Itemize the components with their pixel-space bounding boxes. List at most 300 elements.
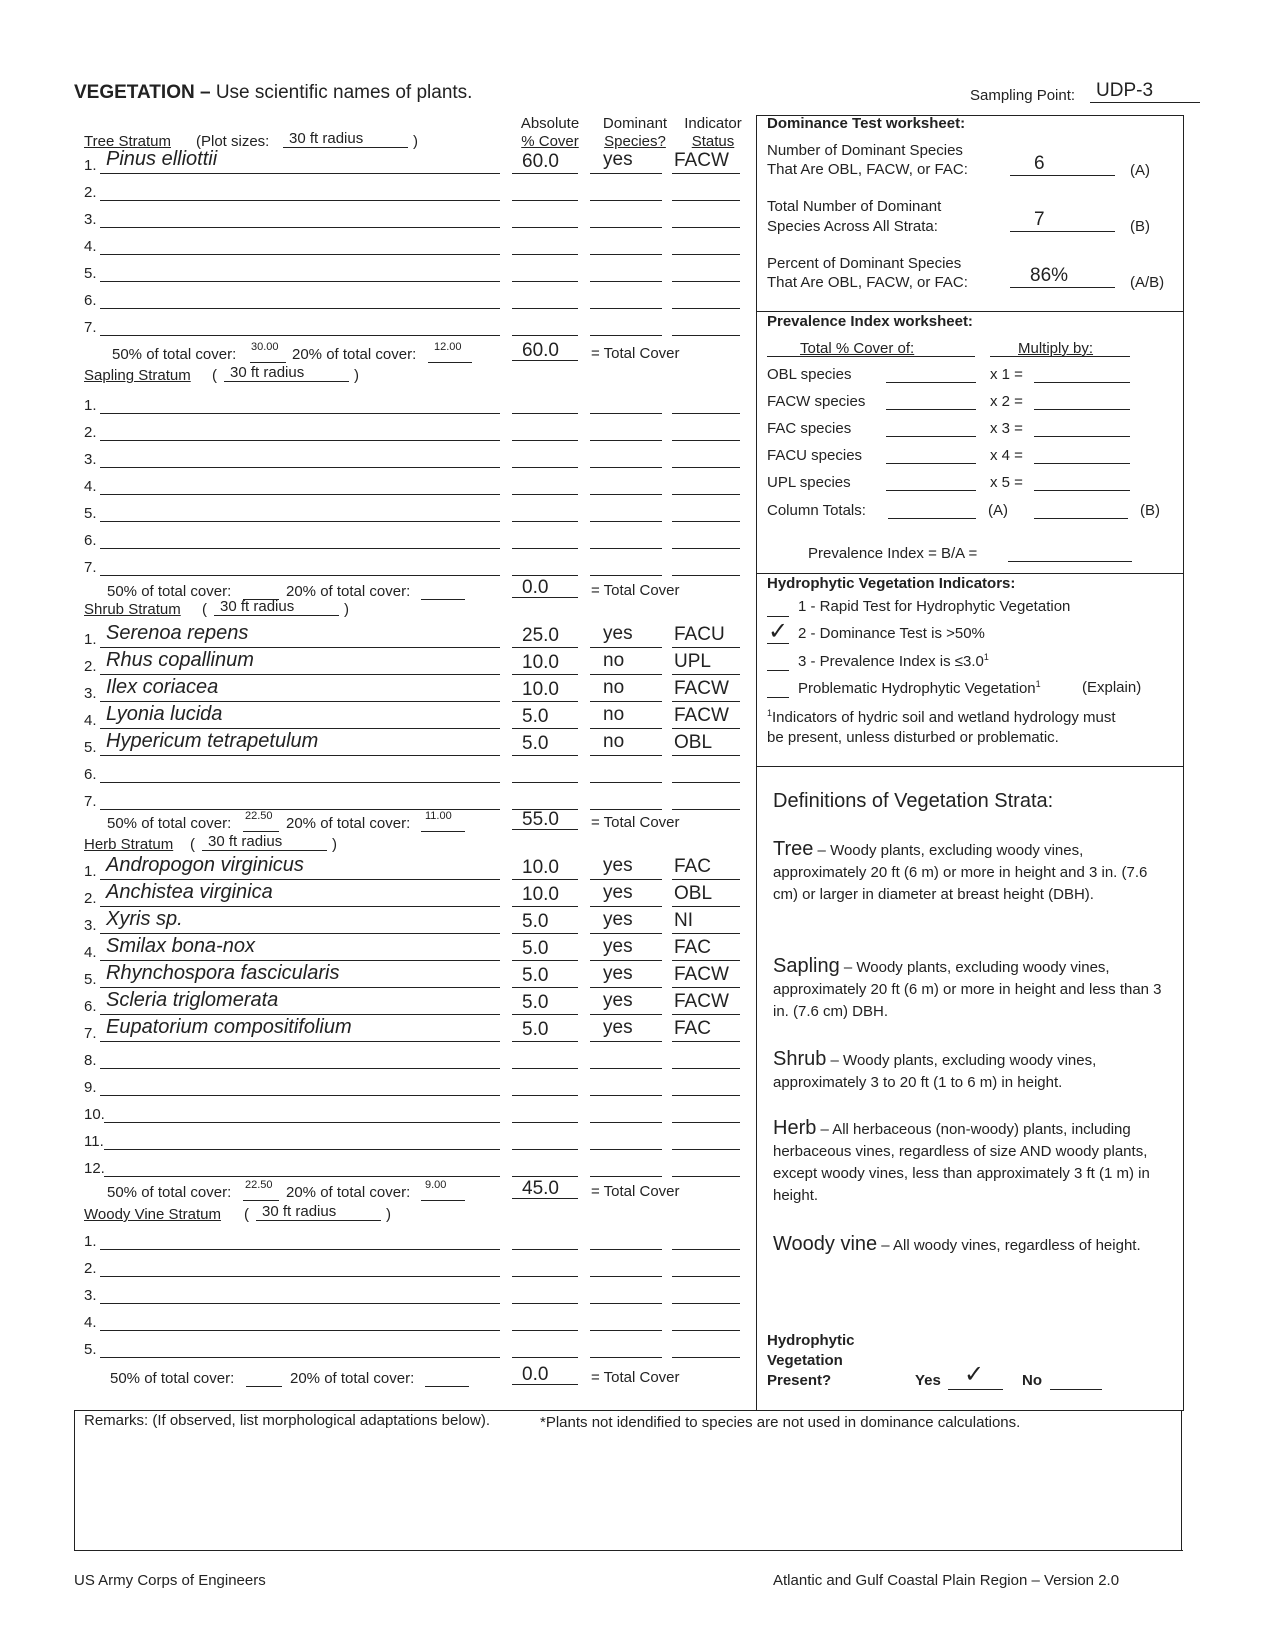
herb-row-5-dominant-field[interactable] xyxy=(590,987,662,988)
shrub-row-1-cover: 25.0 xyxy=(522,625,559,646)
sapling-row-7-number: 7. xyxy=(84,559,97,576)
herb-row-6-species-field[interactable] xyxy=(100,1014,500,1015)
shrub-row-2-indicator: UPL xyxy=(674,651,711,672)
herb-row-1-cover-field[interactable] xyxy=(512,879,578,880)
herb-row-1-dominant: yes xyxy=(603,855,633,876)
dominance-a-label-2: That Are OBL, FACW, or FAC: xyxy=(767,161,968,178)
prevalence-row-2-product-field[interactable] xyxy=(1034,409,1130,410)
herb-row-2-number: 2. xyxy=(84,890,97,907)
indicators-note-line2: be present, unless disturbed or problematic. xyxy=(767,729,1059,746)
shrub-row-4-dominant-field[interactable] xyxy=(590,728,662,729)
vine-p20-field[interactable] xyxy=(425,1386,469,1387)
dominance-b-value[interactable]: 7 xyxy=(1010,209,1115,232)
shrub-row-3-species-field[interactable] xyxy=(100,701,500,702)
dominance-b-label-1: Total Number of Dominant xyxy=(767,198,942,215)
tree-row-6-species-field[interactable] xyxy=(100,308,500,309)
shrub-row-4-cover: 5.0 xyxy=(522,706,549,727)
tree-row-4-indicator-field[interactable] xyxy=(672,254,740,255)
prevalence-row-1-cover-field[interactable] xyxy=(886,382,976,383)
sapling-row-7-indicator-field[interactable] xyxy=(672,575,740,576)
herb-row-5-species-field[interactable] xyxy=(100,987,500,988)
sapling-row-3-cover-field[interactable] xyxy=(512,467,578,468)
vine-row-2-indicator-field[interactable] xyxy=(672,1276,740,1277)
tree-row-1-indicator-field[interactable] xyxy=(672,173,740,174)
herb-p20-field[interactable] xyxy=(421,1200,465,1201)
herb-row-4-indicator: FAC xyxy=(674,937,711,958)
prevalence-row-4-multiplier: x 4 = xyxy=(990,447,1023,464)
shrub-plot-close: ) xyxy=(344,601,349,618)
shrub-row-2-species-field[interactable] xyxy=(100,674,500,675)
herb-stratum-label: Herb Stratum xyxy=(84,836,174,853)
present-label-1: Hydrophytic xyxy=(767,1332,855,1349)
shrub-row-2-number: 2. xyxy=(84,658,97,675)
shrub-row-3-cover: 10.0 xyxy=(522,679,559,700)
remarks-note: *Plants not idendified to species are not used in dominance calculations. xyxy=(540,1414,1021,1431)
remarks-label: Remarks: (If observed, list morphological adaptations below). xyxy=(84,1412,491,1429)
sapling-row-2-indicator-field[interactable] xyxy=(672,440,740,441)
shrub-row-6-indicator-field[interactable] xyxy=(672,782,740,783)
tree-row-2-indicator-field[interactable] xyxy=(672,200,740,201)
tree-row-3-cover-field[interactable] xyxy=(512,227,578,228)
tree-row-4-cover-field[interactable] xyxy=(512,254,578,255)
tree-row-1-species-field[interactable] xyxy=(100,173,500,174)
herb-row-7-dominant: yes xyxy=(603,1017,633,1038)
indicator-4-checkbox[interactable] xyxy=(767,697,789,698)
shrub-row-1-cover-field[interactable] xyxy=(512,647,578,648)
shrub-row-3-indicator-field[interactable] xyxy=(672,701,740,702)
shrub-row-2-dominant: no xyxy=(603,650,625,671)
herb-row-2-dominant: yes xyxy=(603,882,633,903)
sapling-p20-field[interactable] xyxy=(421,599,465,600)
vine-row-2-cover-field[interactable] xyxy=(512,1276,578,1277)
sapling-row-6-number: 6. xyxy=(84,532,97,549)
herb-row-9-indicator-field[interactable] xyxy=(672,1095,740,1096)
prevalence-row-3-multiplier: x 3 = xyxy=(990,420,1023,437)
herb-plot-size[interactable]: 30 ft radius xyxy=(202,833,327,851)
sapling-row-5-dominant-field[interactable] xyxy=(590,521,662,522)
herb-row-11-dominant-field[interactable] xyxy=(590,1149,662,1150)
tree-row-1-indicator: FACW xyxy=(674,150,729,171)
sapling-row-1-indicator-field[interactable] xyxy=(672,413,740,414)
prevalence-row-5-product-field[interactable] xyxy=(1034,490,1130,491)
prevalence-row-2-multiplier: x 2 = xyxy=(990,393,1023,410)
herb-row-5-cover-field[interactable] xyxy=(512,987,578,988)
vine-row-5-number: 5. xyxy=(84,1341,97,1358)
tree-row-6-indicator-field[interactable] xyxy=(672,308,740,309)
sapling-row-7-dominant-field[interactable] xyxy=(590,575,662,576)
sapling-plot-size[interactable]: 30 ft radius xyxy=(224,364,349,382)
present-no-label: No xyxy=(1022,1372,1042,1389)
sapling-row-4-species-field[interactable] xyxy=(100,494,500,495)
sapling-row-4-indicator-field[interactable] xyxy=(672,494,740,495)
shrub-row-2-indicator-field[interactable] xyxy=(672,674,740,675)
herb-row-1-indicator-field[interactable] xyxy=(672,879,740,880)
tree-row-3-indicator-field[interactable] xyxy=(672,227,740,228)
sapling-row-4-dominant-field[interactable] xyxy=(590,494,662,495)
prevalence-index-field[interactable] xyxy=(1008,561,1132,562)
herb-row-9-species-field[interactable] xyxy=(100,1095,500,1096)
sapling-row-5-species-field[interactable] xyxy=(100,521,500,522)
shrub-row-2-dominant-field[interactable] xyxy=(590,674,662,675)
tree-row-1-dominant-field[interactable] xyxy=(590,173,662,174)
present-label-2: Vegetation xyxy=(767,1352,843,1369)
definition-vine-text: – All woody vines, regardless of height. xyxy=(877,1237,1141,1254)
shrub-row-3-dominant-field[interactable] xyxy=(590,701,662,702)
sapling-row-4-number: 4. xyxy=(84,478,97,495)
vine-row-4-dominant-field[interactable] xyxy=(590,1330,662,1331)
prevalence-totals-a-tag: (A) xyxy=(988,502,1008,519)
herb-row-6-indicator-field[interactable] xyxy=(672,1014,740,1015)
herb-p50-value: 22.50 xyxy=(245,1179,273,1191)
shrub-row-4-number: 4. xyxy=(84,712,97,729)
herb-row-8-species-field[interactable] xyxy=(100,1068,500,1069)
sapling-total-value: 0.0 xyxy=(522,577,549,598)
tree-row-5-dominant-field[interactable] xyxy=(590,281,662,282)
shrub-row-5-dominant: no xyxy=(603,731,625,752)
indicator-3-footnote: 1 xyxy=(983,652,989,662)
prevalence-row-3-label: FAC species xyxy=(767,420,852,437)
sampling-point-field[interactable]: UDP-3 xyxy=(1090,80,1200,103)
tree-plot-size[interactable]: 30 ft radius xyxy=(283,130,408,148)
shrub-row-5-cover-field[interactable] xyxy=(512,755,578,756)
indicator-3-checkbox[interactable] xyxy=(767,670,789,671)
shrub-row-5-dominant-field[interactable] xyxy=(590,755,662,756)
vine-row-4-indicator-field[interactable] xyxy=(672,1330,740,1331)
herb-row-10-cover-field[interactable] xyxy=(512,1122,578,1123)
vine-row-4-cover-field[interactable] xyxy=(512,1330,578,1331)
herb-p50-field[interactable] xyxy=(243,1200,279,1201)
herb-row-3-cover: 5.0 xyxy=(522,911,549,932)
shrub-row-1-indicator-field[interactable] xyxy=(672,647,740,648)
definition-tree xyxy=(773,838,1173,906)
vine-row-2-species-field[interactable] xyxy=(100,1276,500,1277)
tree-row-3-species-field[interactable] xyxy=(100,227,500,228)
tree-p50-value: 30.00 xyxy=(251,341,279,353)
vine-row-5-species-field[interactable] xyxy=(100,1357,500,1358)
herb-row-6-cover: 5.0 xyxy=(522,992,549,1013)
present-yes-field[interactable] xyxy=(948,1389,1003,1390)
herb-row-2-species-field[interactable] xyxy=(100,906,500,907)
present-no-field[interactable] xyxy=(1050,1389,1102,1390)
sapling-row-3-dominant-field[interactable] xyxy=(590,467,662,468)
vine-row-1-cover-field[interactable] xyxy=(512,1249,578,1250)
tree-plot-prefix: (Plot sizes: xyxy=(196,133,270,150)
tree-row-7-species-field[interactable] xyxy=(100,335,500,336)
herb-row-10-species-field[interactable] xyxy=(104,1122,500,1123)
herb-row-12-cover-field[interactable] xyxy=(512,1176,578,1177)
definition-shrub-term: Shrub xyxy=(773,1048,827,1070)
shrub-row-5-species-field[interactable] xyxy=(100,755,500,756)
herb-plot-close: ) xyxy=(332,836,337,853)
vine-row-3-dominant-field[interactable] xyxy=(590,1303,662,1304)
herb-row-7-indicator-field[interactable] xyxy=(672,1041,740,1042)
indicators-note-line1 xyxy=(767,708,1116,726)
shrub-row-2-cover-field[interactable] xyxy=(512,674,578,675)
tree-row-4-number: 4. xyxy=(84,238,97,255)
dominance-ab-value[interactable]: 86% xyxy=(1010,265,1115,288)
tree-row-6-dominant-field[interactable] xyxy=(590,308,662,309)
shrub-row-4-cover-field[interactable] xyxy=(512,728,578,729)
shrub-stratum-label: Shrub Stratum xyxy=(84,601,181,618)
vine-p50-field[interactable] xyxy=(246,1386,282,1387)
herb-row-10-indicator-field[interactable] xyxy=(672,1122,740,1123)
indicator-2-text: 2 - Dominance Test is >50% xyxy=(798,625,985,642)
prevalence-index-label: Prevalence Index = B/A = xyxy=(808,545,978,562)
sapling-row-7-species-field[interactable] xyxy=(100,575,500,576)
tree-row-4-species-field[interactable] xyxy=(100,254,500,255)
indicator-3-text: 3 - Prevalence Index is ≤3.0 xyxy=(798,653,984,670)
shrub-row-1-indicator: FACU xyxy=(674,624,725,645)
sapling-row-6-indicator-field[interactable] xyxy=(672,548,740,549)
sapling-row-2-dominant-field[interactable] xyxy=(590,440,662,441)
prevalence-row-3-cover-field[interactable] xyxy=(886,436,976,437)
shrub-p20-field[interactable] xyxy=(421,831,465,832)
sapling-row-3-indicator-field[interactable] xyxy=(672,467,740,468)
dominance-ab-label-2: That Are OBL, FACW, or FAC: xyxy=(767,274,968,291)
herb-row-11-species-field[interactable] xyxy=(104,1149,500,1150)
prevalence-row-1-multiplier: x 1 = xyxy=(990,366,1023,383)
herb-row-3-dominant-field[interactable] xyxy=(590,933,662,934)
footer-region: Atlantic and Gulf Coastal Plain Region – Version 2.0 xyxy=(773,1572,1120,1589)
prevalence-row-4-cover-field[interactable] xyxy=(886,463,976,464)
vine-row-5-dominant-field[interactable] xyxy=(590,1357,662,1358)
sapling-row-1-species-field[interactable] xyxy=(100,413,500,414)
herb-row-4-dominant-field[interactable] xyxy=(590,960,662,961)
herb-row-5-cover: 5.0 xyxy=(522,965,549,986)
herb-row-11-indicator-field[interactable] xyxy=(672,1149,740,1150)
indicator-2-label xyxy=(798,625,985,642)
prevalence-row-1-label: OBL species xyxy=(767,366,852,383)
shrub-row-2-cover: 10.0 xyxy=(522,652,559,673)
herb-row-10-dominant-field[interactable] xyxy=(590,1122,662,1123)
tree-row-5-indicator-field[interactable] xyxy=(672,281,740,282)
sapling-row-1-dominant-field[interactable] xyxy=(590,413,662,414)
vine-plot-size[interactable]: 30 ft radius xyxy=(256,1203,381,1221)
shrub-total-label: = Total Cover xyxy=(591,814,680,831)
herb-row-9-number: 9. xyxy=(84,1079,97,1096)
herb-row-12-indicator-field[interactable] xyxy=(672,1176,740,1177)
tree-row-6-cover-field[interactable] xyxy=(512,308,578,309)
herb-row-8-dominant-field[interactable] xyxy=(590,1068,662,1069)
prevalence-row-5-label: UPL species xyxy=(767,474,851,491)
dominance-a-tag: (A) xyxy=(1130,162,1150,179)
prevalence-totals-label: Column Totals: xyxy=(767,502,866,519)
vine-row-3-cover-field[interactable] xyxy=(512,1303,578,1304)
herb-row-6-dominant: yes xyxy=(603,990,633,1011)
tree-row-7-dominant-field[interactable] xyxy=(590,335,662,336)
tree-row-4-dominant-field[interactable] xyxy=(590,254,662,255)
shrub-row-7-dominant-field[interactable] xyxy=(590,809,662,810)
tree-row-2-dominant-field[interactable] xyxy=(590,200,662,201)
herb-row-1-cover: 10.0 xyxy=(522,857,559,878)
tree-row-3-dominant-field[interactable] xyxy=(590,227,662,228)
col-dominant xyxy=(595,115,675,151)
shrub-row-4-dominant: no xyxy=(603,704,625,725)
tree-row-5-species-field[interactable] xyxy=(100,281,500,282)
dominance-b-tag: (B) xyxy=(1130,218,1150,235)
herb-row-4-cover: 5.0 xyxy=(522,938,549,959)
shrub-row-4-indicator: FACW xyxy=(674,705,729,726)
herb-row-2-indicator-field[interactable] xyxy=(672,906,740,907)
vine-plot-open: ( xyxy=(244,1206,249,1223)
prevalence-row-5-cover-field[interactable] xyxy=(886,490,976,491)
tree-row-2-cover-field[interactable] xyxy=(512,200,578,201)
shrub-row-7-indicator-field[interactable] xyxy=(672,809,740,810)
tree-row-1-cover: 60.0 xyxy=(522,151,559,172)
prevalence-row-2-cover-field[interactable] xyxy=(886,409,976,410)
vine-row-2-dominant-field[interactable] xyxy=(590,1276,662,1277)
shrub-p20-value: 11.00 xyxy=(425,810,452,822)
tree-p50-field[interactable] xyxy=(250,362,286,363)
definition-shrub-text: – Woody plants, excluding woody vines, approximately 3 to 20 ft (1 to 6 m) in height. xyxy=(773,1052,1097,1091)
vine-row-1-dominant-field[interactable] xyxy=(590,1249,662,1250)
shrub-row-4-indicator-field[interactable] xyxy=(672,728,740,729)
herb-row-2-dominant-field[interactable] xyxy=(590,906,662,907)
herb-row-7-dominant-field[interactable] xyxy=(590,1041,662,1042)
sapling-row-3-species-field[interactable] xyxy=(100,467,500,468)
sapling-row-6-dominant-field[interactable] xyxy=(590,548,662,549)
dominance-ab-label-1: Percent of Dominant Species xyxy=(767,255,962,272)
sapling-plot-open: ( xyxy=(212,367,217,384)
herb-row-3-species: Xyris sp. xyxy=(106,908,183,930)
sapling-row-7-cover-field[interactable] xyxy=(512,575,578,576)
shrub-row-1-dominant-field[interactable] xyxy=(590,647,662,648)
herb-row-7-species-field[interactable] xyxy=(100,1041,500,1042)
indicator-3-label xyxy=(798,652,989,670)
shrub-plot-size[interactable]: 30 ft radius xyxy=(214,598,339,616)
herb-row-11-cover-field[interactable] xyxy=(512,1149,578,1150)
prevalence-col-total-line xyxy=(767,356,975,357)
prevalence-totals-b-field[interactable] xyxy=(1034,518,1128,519)
shrub-row-3-cover-field[interactable] xyxy=(512,701,578,702)
herb-row-12-species-field[interactable] xyxy=(104,1176,500,1177)
shrub-row-1-species-field[interactable] xyxy=(100,647,500,648)
tree-row-7-cover-field[interactable] xyxy=(512,335,578,336)
prevalence-totals-a-field[interactable] xyxy=(888,518,976,519)
prevalence-row-3-product-field[interactable] xyxy=(1034,436,1130,437)
herb-row-4-indicator-field[interactable] xyxy=(672,960,740,961)
herb-row-12-dominant-field[interactable] xyxy=(590,1176,662,1177)
tree-row-6-number: 6. xyxy=(84,292,97,309)
herb-row-9-cover-field[interactable] xyxy=(512,1095,578,1096)
herb-row-5-indicator-field[interactable] xyxy=(672,987,740,988)
herb-row-2-cover-field[interactable] xyxy=(512,906,578,907)
definition-herb-text: – All herbaceous (non-woody) plants, including herbaceous vines, regardless of size AND woody plants, except woody vines, less than approximately 3 ft (1 m) in height. xyxy=(773,1121,1150,1204)
sapling-stratum-label: Sapling Stratum xyxy=(84,367,191,384)
sapling-row-2-cover-field[interactable] xyxy=(512,440,578,441)
herb-row-9-dominant-field[interactable] xyxy=(590,1095,662,1096)
vine-row-5-cover-field[interactable] xyxy=(512,1357,578,1358)
vine-row-3-species-field[interactable] xyxy=(100,1303,500,1304)
indicator-4-footnote: 1 xyxy=(1035,679,1041,689)
shrub-row-1-dominant: yes xyxy=(603,623,633,644)
sapling-row-6-species-field[interactable] xyxy=(100,548,500,549)
herb-row-4-species-field[interactable] xyxy=(100,960,500,961)
shrub-row-1-number: 1. xyxy=(84,631,97,648)
herb-row-1-dominant-field[interactable] xyxy=(590,879,662,880)
sapling-total-label: = Total Cover xyxy=(591,582,680,599)
present-yes-check-icon: ✓ xyxy=(964,1361,985,1388)
vine-row-3-indicator-field[interactable] xyxy=(672,1303,740,1304)
tree-p20-field[interactable] xyxy=(428,362,472,363)
sapling-row-2-species-field[interactable] xyxy=(100,440,500,441)
herb-row-7-species: Eupatorium compositifolium xyxy=(106,1016,352,1038)
sapling-row-1-cover-field[interactable] xyxy=(512,413,578,414)
herb-row-3-species-field[interactable] xyxy=(100,933,500,934)
dominance-a-value[interactable]: 6 xyxy=(1010,153,1115,176)
herb-row-8-cover-field[interactable] xyxy=(512,1068,578,1069)
indicator-2-check-icon: ✓ xyxy=(768,618,789,645)
sapling-row-5-cover-field[interactable] xyxy=(512,521,578,522)
sapling-row-5-indicator-field[interactable] xyxy=(672,521,740,522)
vine-row-5-indicator-field[interactable] xyxy=(672,1357,740,1358)
prevalence-title: Prevalence Index worksheet: xyxy=(767,313,973,330)
herb-row-6-cover-field[interactable] xyxy=(512,1014,578,1015)
col-indicator-line1: Indicator xyxy=(684,115,742,132)
shrub-row-6-species-field[interactable] xyxy=(100,782,500,783)
vine-row-1-indicator-field[interactable] xyxy=(672,1249,740,1250)
shrub-row-6-dominant-field[interactable] xyxy=(590,782,662,783)
herb-row-8-indicator-field[interactable] xyxy=(672,1068,740,1069)
vine-total-label: = Total Cover xyxy=(591,1369,680,1386)
prevalence-row-1-product-field[interactable] xyxy=(1034,382,1130,383)
form-frame xyxy=(756,115,1184,1411)
herb-row-6-dominant-field[interactable] xyxy=(590,1014,662,1015)
vine-row-4-species-field[interactable] xyxy=(100,1330,500,1331)
prevalence-col-multiply: Multiply by: xyxy=(1018,340,1094,357)
shrub-row-5-indicator-field[interactable] xyxy=(672,755,740,756)
shrub-plot-open: ( xyxy=(202,601,207,618)
shrub-row-6-cover-field[interactable] xyxy=(512,782,578,783)
shrub-row-5-cover: 5.0 xyxy=(522,733,549,754)
shrub-row-4-species: Lyonia lucida xyxy=(106,703,223,725)
tree-row-5-cover-field[interactable] xyxy=(512,281,578,282)
shrub-row-2-species: Rhus copallinum xyxy=(106,649,254,671)
tree-total-value: 60.0 xyxy=(522,340,559,361)
herb-row-4-number: 4. xyxy=(84,944,97,961)
herb-row-3-indicator-field[interactable] xyxy=(672,933,740,934)
col-indicator-line2: Status xyxy=(691,133,735,150)
sapling-row-3-number: 3. xyxy=(84,451,97,468)
shrub-p50-label: 50% of total cover: xyxy=(107,815,232,832)
tree-row-1-cover-field[interactable] xyxy=(512,173,578,174)
definition-sapling xyxy=(773,955,1173,1023)
prevalence-row-4-product-field[interactable] xyxy=(1034,463,1130,464)
shrub-p50-field[interactable] xyxy=(243,831,279,832)
herb-row-12-number: 12. xyxy=(84,1160,105,1177)
definition-tree-term: Tree xyxy=(773,838,814,860)
herb-row-3-cover-field[interactable] xyxy=(512,933,578,934)
herb-row-1-species-field[interactable] xyxy=(100,879,500,880)
tree-row-1-dominant: yes xyxy=(603,149,633,170)
shrub-row-4-species-field[interactable] xyxy=(100,728,500,729)
herb-total-value: 45.0 xyxy=(522,1178,559,1199)
remarks-field[interactable] xyxy=(80,1438,1175,1544)
herb-row-7-cover-field[interactable] xyxy=(512,1041,578,1042)
indicators-note-sup: 1 xyxy=(767,708,773,718)
col-dominant-line2: Species? xyxy=(604,133,666,150)
sapling-row-4-cover-field[interactable] xyxy=(512,494,578,495)
tree-row-2-species-field[interactable] xyxy=(100,200,500,201)
vine-plot-close: ) xyxy=(386,1206,391,1223)
tree-row-7-indicator-field[interactable] xyxy=(672,335,740,336)
tree-row-1-number: 1. xyxy=(84,157,97,174)
footer-agency: US Army Corps of Engineers xyxy=(74,1572,266,1589)
herb-row-4-cover-field[interactable] xyxy=(512,960,578,961)
definition-sapling-text: – Woody plants, excluding woody vines, approximately 20 ft (6 m) or more in height and less than 3 in. (7.6 cm) DBH. xyxy=(773,959,1162,1020)
sapling-row-6-cover-field[interactable] xyxy=(512,548,578,549)
vine-row-1-species-field[interactable] xyxy=(100,1249,500,1250)
